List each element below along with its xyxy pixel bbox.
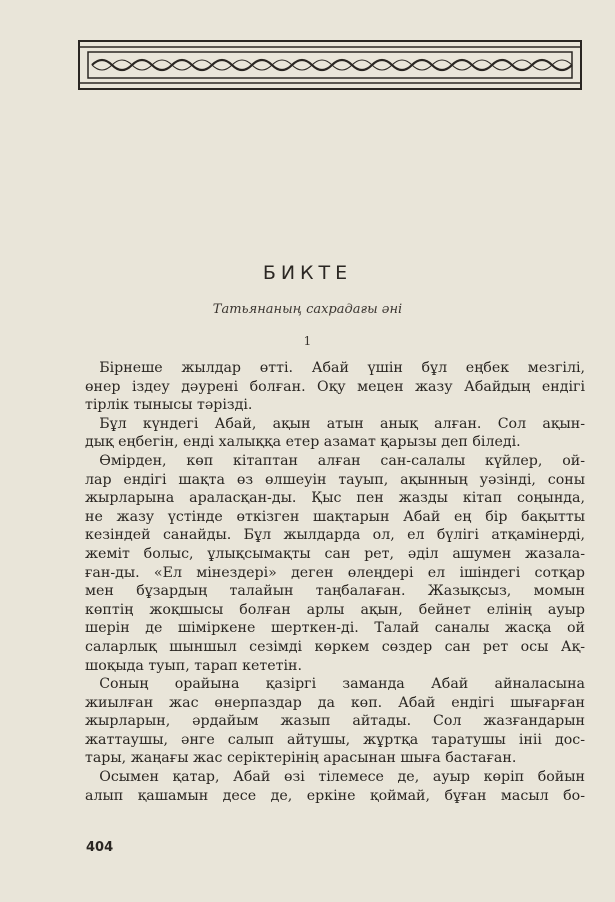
text-line: шерін де шіміркене шерткен-ді. Талай саналы жасқа ой — [85, 620, 585, 637]
text-line: Соның орайына қазіргі заманда Абай айналасына — [85, 676, 585, 693]
chapter-title: БИКТЕ — [262, 262, 353, 284]
ornament-border — [78, 40, 582, 90]
text-line: Осымен қатар, Абай өзі тілемесе де, ауыр көріп бойын — [85, 769, 585, 786]
text-line: Өмірден, көп кітаптан алған сан-салалы күйлер, ой- — [85, 452, 585, 469]
text-line: Бұл күндегі Абай, ақын атын анық алған. Сол ақын- — [85, 415, 585, 432]
decorative-header-ornament — [78, 40, 582, 90]
text-line: шоқыда туып, тарап кететін. — [85, 657, 302, 674]
text-line: не жазу үстінде өткізген шақтарын Абай ең бір бақытты — [85, 508, 585, 525]
page-number: 404 — [86, 840, 114, 855]
text-line: жеміт болыс, ұлықсымақты сан рет, әділ ашумен жазала- — [85, 545, 585, 562]
text-line: кезіндей санайды. Бұл жылдарда ол, ел бүлігі атқамінерді, — [85, 527, 585, 544]
text-line: лар ендігі шақта өз өлшеуін тауып, ақынның уәзінді, соны — [85, 471, 585, 488]
text-line: тірлік тынысы тәрізді. — [85, 397, 253, 414]
body-text — [85, 359, 585, 805]
text-line: ған-ды. «Ел мінездері» деген өлеңдері ел ішіндегі сотқар — [85, 564, 585, 581]
text-line: саларлық шыншыл сезімді көркем сөздер сан рет осы Ақ- — [85, 638, 585, 655]
section-number: 1 — [303, 334, 312, 348]
text-line: өнер іздеу дәуренi болған. Оқу мецен жазу Абайдың ендігі — [85, 378, 585, 395]
text-line: көптің жоқшысы болған арлы ақын, бейнет елінің ауыр — [85, 601, 585, 618]
text-line: жаттаушы, әнге салып айтушы, жұртқа таратушы ініі дос- — [85, 731, 585, 748]
text-line: жырларына араласқан-ды. Қыс пен жазды кітап соңында, — [85, 490, 585, 507]
text-line: тары, жаңағы жас серіктерінің арасынан шыға бастаған. — [85, 750, 517, 767]
text-line: жиылған жас өнерпаздар да көп. Абай ендігі шығарған — [85, 694, 585, 711]
text-line: алып қашамын десе де, еркіне қоймай, бұған масыл бо- — [85, 787, 585, 804]
text-line: мен бұзардың талайын таңбалаған. Жазықсыз, момын — [85, 583, 585, 600]
chapter-subtitle: Татьянаның сахрадағы әні — [212, 302, 403, 317]
text-line: Бірнеше жылдар өтті. Абай үшін бұл еңбек мезгілі, — [85, 360, 585, 376]
text-line: дық еңбегін, енді халыққа етер азамат қарызы деп біледі. — [85, 434, 521, 451]
text-line: жырларын, әрдайым жазып айтады. Сол жазғандарын — [85, 713, 585, 730]
